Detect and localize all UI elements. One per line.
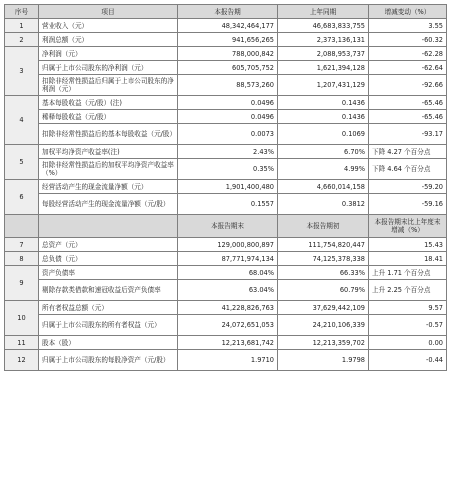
- row-item: 净利润（元）: [39, 47, 178, 61]
- row-current: 941,656,265: [178, 33, 278, 47]
- row-change: -62.28: [369, 47, 447, 61]
- row-current: 68.04%: [178, 266, 278, 280]
- table-row: [5, 110, 447, 124]
- table-row: [5, 75, 447, 96]
- row-prior: 12,213,359,702: [278, 336, 369, 350]
- row-change: 3.55: [369, 19, 447, 33]
- row-current: 87,771,974,134: [178, 252, 278, 266]
- table-row: [5, 61, 447, 75]
- row-prior: 46,683,833,755: [278, 19, 369, 33]
- row-prior: 6.70%: [278, 145, 369, 159]
- table-subheader-row: [5, 215, 447, 238]
- row-prior: 0.1436: [278, 110, 369, 124]
- row-change: 下降 4.64 个百分点: [369, 159, 447, 180]
- row-item: 营业收入（元）: [39, 19, 178, 33]
- row-item: 稀释每股收益（元/股）: [39, 110, 178, 124]
- col-header-period-start: 本报告期初: [278, 215, 369, 238]
- table-row: [5, 350, 447, 371]
- row-change: 上升 1.71 个百分点: [369, 266, 447, 280]
- subheader-blank: [5, 215, 39, 238]
- table-row: [5, 124, 447, 145]
- row-change: -60.32: [369, 33, 447, 47]
- row-current: 41,228,826,763: [178, 301, 278, 315]
- row-current: 605,705,752: [178, 61, 278, 75]
- subheader-blank: [39, 215, 178, 238]
- row-prior: 2,088,953,737: [278, 47, 369, 61]
- row-current: 2.43%: [178, 145, 278, 159]
- table-row: [5, 180, 447, 194]
- col-header-prior: 上年同期: [278, 5, 369, 19]
- table-row: [5, 252, 447, 266]
- row-prior: 66.33%: [278, 266, 369, 280]
- row-prior: 37,629,442,109: [278, 301, 369, 315]
- row-change: -93.17: [369, 124, 447, 145]
- financial-table: [4, 4, 447, 371]
- row-change: -62.64: [369, 61, 447, 75]
- row-current: 0.0496: [178, 96, 278, 110]
- row-change: -59.20: [369, 180, 447, 194]
- table-row: [5, 33, 447, 47]
- row-item: 每股经营活动产生的现金流量净额（元/股）: [39, 194, 178, 215]
- row-prior: 1.9798: [278, 350, 369, 371]
- row-current: 129,000,800,897: [178, 238, 278, 252]
- row-index: 9: [5, 266, 39, 301]
- row-index: 7: [5, 238, 39, 252]
- table-row: [5, 266, 447, 280]
- row-item: 归属于上市公司股东的净利润（元）: [39, 61, 178, 75]
- row-change: -92.66: [369, 75, 447, 96]
- row-item: 扣除非经常性损益后归属于上市公司股东的净利润（元）: [39, 75, 178, 96]
- row-prior: 0.1069: [278, 124, 369, 145]
- row-current: 0.35%: [178, 159, 278, 180]
- row-item: 归属于上市公司股东的每股净资产（元/股）: [39, 350, 178, 371]
- row-prior: 60.79%: [278, 280, 369, 301]
- row-current: 0.1557: [178, 194, 278, 215]
- row-prior: 4,660,014,158: [278, 180, 369, 194]
- row-item: 利润总额（元）: [39, 33, 178, 47]
- row-index: 3: [5, 47, 39, 96]
- table-row: [5, 315, 447, 336]
- row-index: 8: [5, 252, 39, 266]
- row-item: 剔除存款类借款和速冠收益后资产负债率: [39, 280, 178, 301]
- row-current: 0.0496: [178, 110, 278, 124]
- row-change: 18.41: [369, 252, 447, 266]
- row-current: 48,342,464,177: [178, 19, 278, 33]
- row-change: -65.46: [369, 96, 447, 110]
- row-change: -59.16: [369, 194, 447, 215]
- row-index: 2: [5, 33, 39, 47]
- row-item: 加权平均净资产收益率(注): [39, 145, 178, 159]
- row-index: 12: [5, 350, 39, 371]
- row-change: -0.44: [369, 350, 447, 371]
- row-index: 1: [5, 19, 39, 33]
- col-header-change-ytd: 本报告期末比上年度末增减（%）: [369, 215, 447, 238]
- row-item: 所有者权益总额（元）: [39, 301, 178, 315]
- col-header-current: 本报告期: [178, 5, 278, 19]
- row-index: 10: [5, 301, 39, 336]
- row-index: 6: [5, 180, 39, 215]
- row-prior: 1,207,431,129: [278, 75, 369, 96]
- row-change: 0.00: [369, 336, 447, 350]
- row-change: 15.43: [369, 238, 447, 252]
- row-prior: 74,125,378,338: [278, 252, 369, 266]
- col-header-current-end: 本报告期末: [178, 215, 278, 238]
- row-change: -65.46: [369, 110, 447, 124]
- row-item: 归属于上市公司股东的所有者权益（元）: [39, 315, 178, 336]
- row-prior: 2,373,136,131: [278, 33, 369, 47]
- row-item: 经营活动产生的现金流量净额（元）: [39, 180, 178, 194]
- row-current: 88,573,260: [178, 75, 278, 96]
- row-item: 扣除非经常性损益后的基本每股收益（元/股）: [39, 124, 178, 145]
- row-current: 1.9710: [178, 350, 278, 371]
- row-item: 股本（股）: [39, 336, 178, 350]
- row-change: 9.57: [369, 301, 447, 315]
- row-change: -0.57: [369, 315, 447, 336]
- row-prior: 0.3812: [278, 194, 369, 215]
- row-prior: 0.1436: [278, 96, 369, 110]
- row-prior: 24,210,106,339: [278, 315, 369, 336]
- financial-summary: [4, 4, 446, 371]
- row-prior: 111,754,820,447: [278, 238, 369, 252]
- row-current: 24,072,651,053: [178, 315, 278, 336]
- row-current: 63.04%: [178, 280, 278, 301]
- row-index: 11: [5, 336, 39, 350]
- table-row: [5, 194, 447, 215]
- table-row: [5, 159, 447, 180]
- table-row: [5, 238, 447, 252]
- row-current: 0.0073: [178, 124, 278, 145]
- row-change: 上升 2.25 个百分点: [369, 280, 447, 301]
- row-current: 12,213,681,742: [178, 336, 278, 350]
- table-row: [5, 336, 447, 350]
- col-header-index: 序号: [5, 5, 39, 19]
- table-row: [5, 280, 447, 301]
- table-row: [5, 301, 447, 315]
- row-prior: 4.99%: [278, 159, 369, 180]
- row-current: 788,000,842: [178, 47, 278, 61]
- row-prior: 1,621,394,128: [278, 61, 369, 75]
- row-item: 总负债（元）: [39, 252, 178, 266]
- table-header-row: [5, 5, 447, 19]
- col-header-item: 项目: [39, 5, 178, 19]
- table-row: [5, 145, 447, 159]
- col-header-change: 增减变动（%）: [369, 5, 447, 19]
- table-row: [5, 19, 447, 33]
- row-change: 下降 4.27 个百分点: [369, 145, 447, 159]
- table-row: [5, 47, 447, 61]
- row-index: 5: [5, 145, 39, 180]
- row-current: 1,901,400,480: [178, 180, 278, 194]
- table-row: [5, 96, 447, 110]
- row-item: 总资产（元）: [39, 238, 178, 252]
- row-item: 扣除非经常性损益后的加权平均净资产收益率（%）: [39, 159, 178, 180]
- row-item: 资产负债率: [39, 266, 178, 280]
- row-index: 4: [5, 96, 39, 145]
- row-item: 基本每股收益（元/股）(注): [39, 96, 178, 110]
